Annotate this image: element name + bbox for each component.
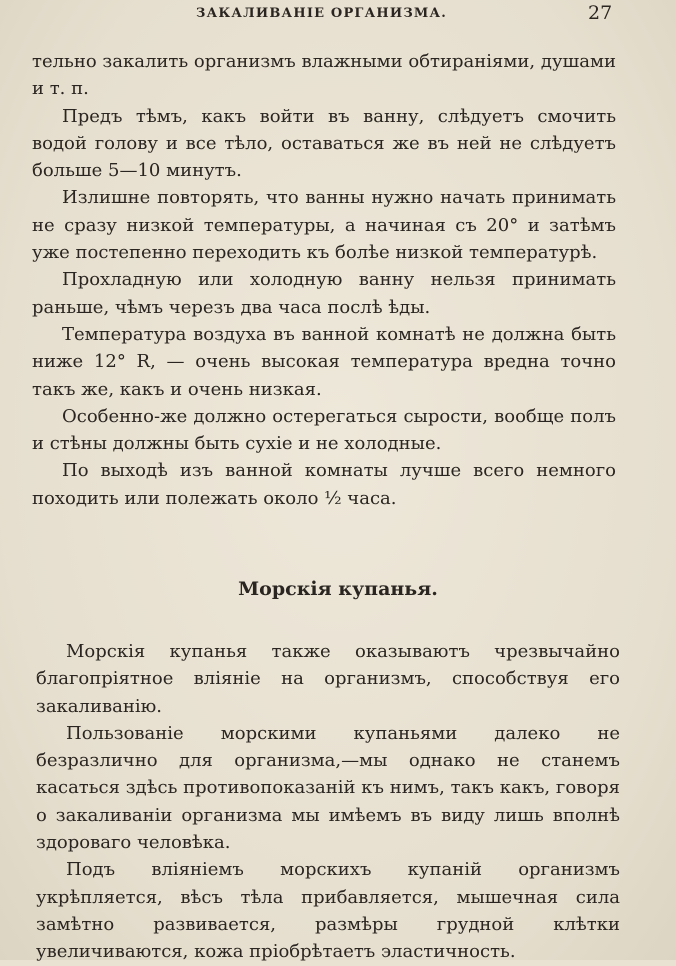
paragraph: Особенно-же должно остерегаться сырости, вообще полъ и стѣны должны быть сухіе и не холодные. [32,405,616,455]
section-title: Морскія купанья. [238,578,438,600]
running-head: ЗАКАЛИВАНІЕ ОРГАНИЗМА. [196,6,448,21]
paragraph: Пользованіе морскими купаньями далеко не безразлично для организма,—мы однако не станемъ касаться здѣсь противопоказаній къ нимъ, такъ какъ, говоря о закаливаніи организма мы имѣемъ въ виду лишь вполнѣ здороваго человѣка. [36,722,620,854]
paragraph: Температура воздуха въ ванной комнатѣ не должна быть ниже 12° R, — очень высокая температура вредна точно такъ же, какъ и очень низкая. [32,323,616,400]
body-text [32,48,616,512]
page-number: 27 [588,2,613,24]
paragraph: Излишне повторять, что ванны нужно начать принимать не сразу низкой температуры, а начиная съ 20° и затѣмъ уже постепенно переходить къ болѣе низкой температурѣ. [32,187,616,264]
paragraph: тельно закалить организмъ влажными обтираніями, душами и т. п. [32,51,616,100]
paragraph: По выходѣ изъ ванной комнаты лучше всего немного походить или полежать около ½ часа. [32,460,616,509]
paragraph: Подъ вліяніемъ морскихъ купаній организмъ укрѣпляется, вѣсъ тѣла прибавляется, мышечная сила замѣтно развивается, размѣры грудной клѣтки увеличиваются, кожа пріобрѣтаетъ эластичность. [36,859,620,963]
section-body-text [36,638,620,966]
paragraph: Предъ тѣмъ, какъ войти въ ванну, слѣдуетъ смочить водой голову и все тѣло, оставаться же въ ней не слѣдуетъ больше 5—10 минутъ. [32,105,616,182]
paragraph: Прохладную или холодную ванну нельзя принимать раньше, чѣмъ черезъ два часа послѣ ѣды. [32,269,616,318]
paragraph: Морскія купанья также оказываютъ чрезвычайно благопріятное вліяніе на организмъ, способствуя его закаливанію. [36,641,620,717]
